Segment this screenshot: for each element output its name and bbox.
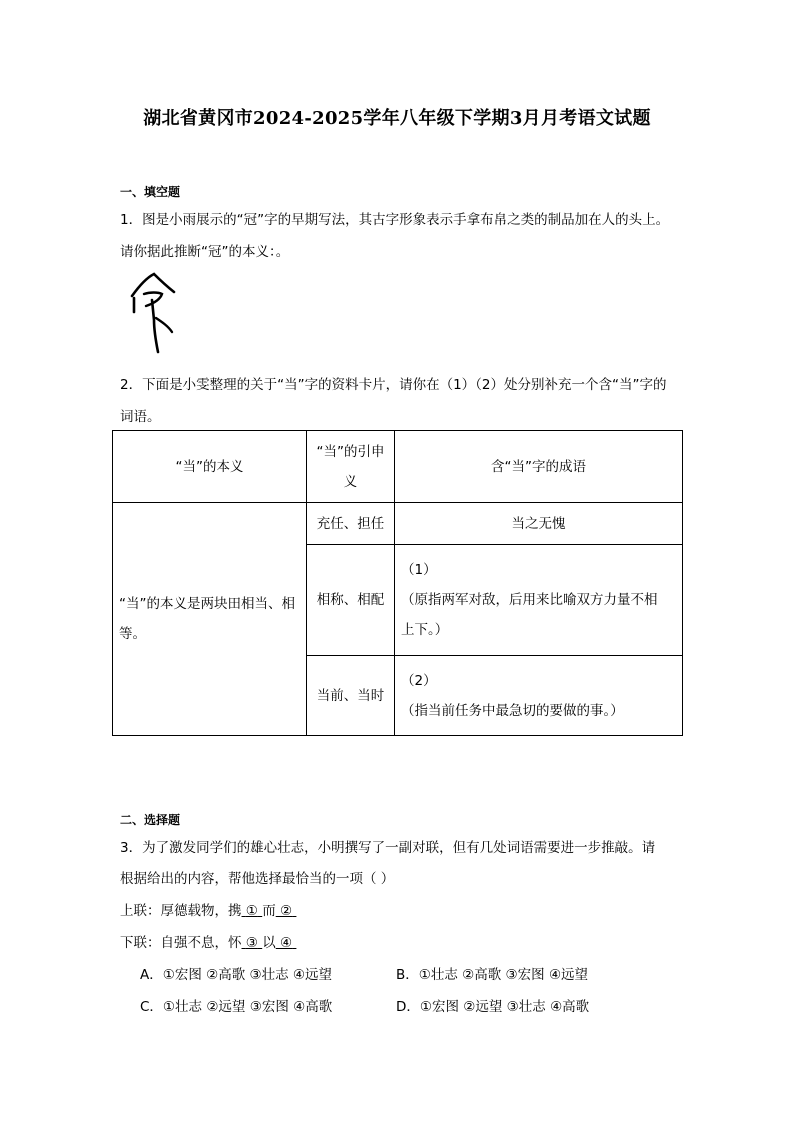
couplet-lower-blank-3: [242, 935, 263, 951]
idiom-row-2-note-line-1: （原指两军对敌，后用来比喻双方力量不相: [401, 592, 658, 608]
section-heading-fill-in: 一、填空题: [120, 185, 181, 199]
ancient-guan-character-image: [124, 270, 180, 354]
header-original-meaning: [113, 431, 307, 503]
blank-marker-3: ③: [245, 935, 258, 951]
blank-marker-4: ④: [280, 935, 293, 951]
header-idioms-text: 含“当”字的成语: [491, 458, 586, 475]
option-d[interactable]: D．①宏图 ②远望 ③壮志 ④高歌: [396, 999, 590, 1015]
idiom-row-1: 当之无愧: [395, 503, 683, 545]
extended-meaning-row-1: 充任、担任: [307, 503, 395, 545]
question-3-line-1: 3．为了激发同学们的雄心壮志，小明撰写了一副对联，但有几处词语需要进一步推敲。请: [120, 840, 656, 856]
idiom-row-2-note-line-2: 上下。）: [401, 622, 449, 638]
blank-marker-2: ②: [280, 903, 293, 919]
question-1-line-1: 1．图是小雨展示的“冠”字的早期写法，其古字形象表示手拿布帛之类的制品加在人的头上。: [120, 212, 670, 228]
couplet-upper-connector: 而: [262, 903, 276, 919]
header-extended-meaning-line-1: “当”的引申: [316, 443, 385, 460]
idiom-row-3: [395, 656, 683, 736]
extended-meaning-row-3: 当前、当时: [307, 656, 395, 736]
couplet-upper-prefix: 上联：厚德载物，携: [120, 903, 242, 919]
option-c[interactable]: C．①壮志 ②远望 ③宏图 ④高歌: [140, 999, 333, 1015]
dang-info-card-table: [112, 430, 683, 736]
question-3-line-2: 根据给出的内容，帮他选择最恰当的一项（ ）: [120, 871, 395, 887]
original-meaning-line-1: “当”的本义是两块田相当、相: [119, 596, 295, 612]
couplet-lower-connector: 以: [262, 935, 276, 951]
blank-1-label: （1）: [401, 562, 437, 578]
idiom-row-2: [395, 545, 683, 656]
section-heading-choice: 二、选择题: [120, 813, 181, 827]
header-extended-meaning: [307, 431, 395, 503]
option-a[interactable]: A．①宏图 ②高歌 ③壮志 ④远望: [140, 967, 333, 983]
couplet-upper-blank-2: [276, 903, 297, 919]
couplet-lower-prefix: 下联：自强不息，怀: [120, 935, 242, 951]
header-idioms: [395, 431, 683, 503]
page-title: 湖北省黄冈市2024-2025学年八年级下学期3月月考语文试题: [143, 108, 651, 129]
header-original-meaning-text: “当”的本义: [175, 458, 244, 475]
option-b[interactable]: B．①壮志 ②高歌 ③宏图 ④远望: [396, 967, 589, 983]
question-2-line-1: 2．下面是小雯整理的关于“当”字的资料卡片，请你在（1）（2）处分别补充一个含“当”字的: [120, 377, 667, 393]
original-meaning-line-2: 等。: [119, 626, 146, 642]
idiom-row-3-note: （指当前任务中最急切的要做的事。）: [401, 702, 624, 719]
question-1-line-2: 请你据此推断“冠”的本义：。: [120, 244, 290, 260]
couplet-lower-line: [120, 931, 296, 951]
couplet-upper-line: [120, 899, 296, 919]
blank-marker-1: ①: [245, 903, 258, 919]
question-2-line-2: 词语。: [120, 409, 161, 425]
couplet-lower-blank-4: [276, 935, 297, 951]
original-meaning-cell: [113, 503, 307, 736]
couplet-upper-blank-1: [242, 903, 263, 919]
header-extended-meaning-line-2: 义: [343, 473, 358, 490]
extended-meaning-row-2: 相称、相配: [307, 545, 395, 656]
blank-2-label: （2）: [401, 672, 437, 689]
